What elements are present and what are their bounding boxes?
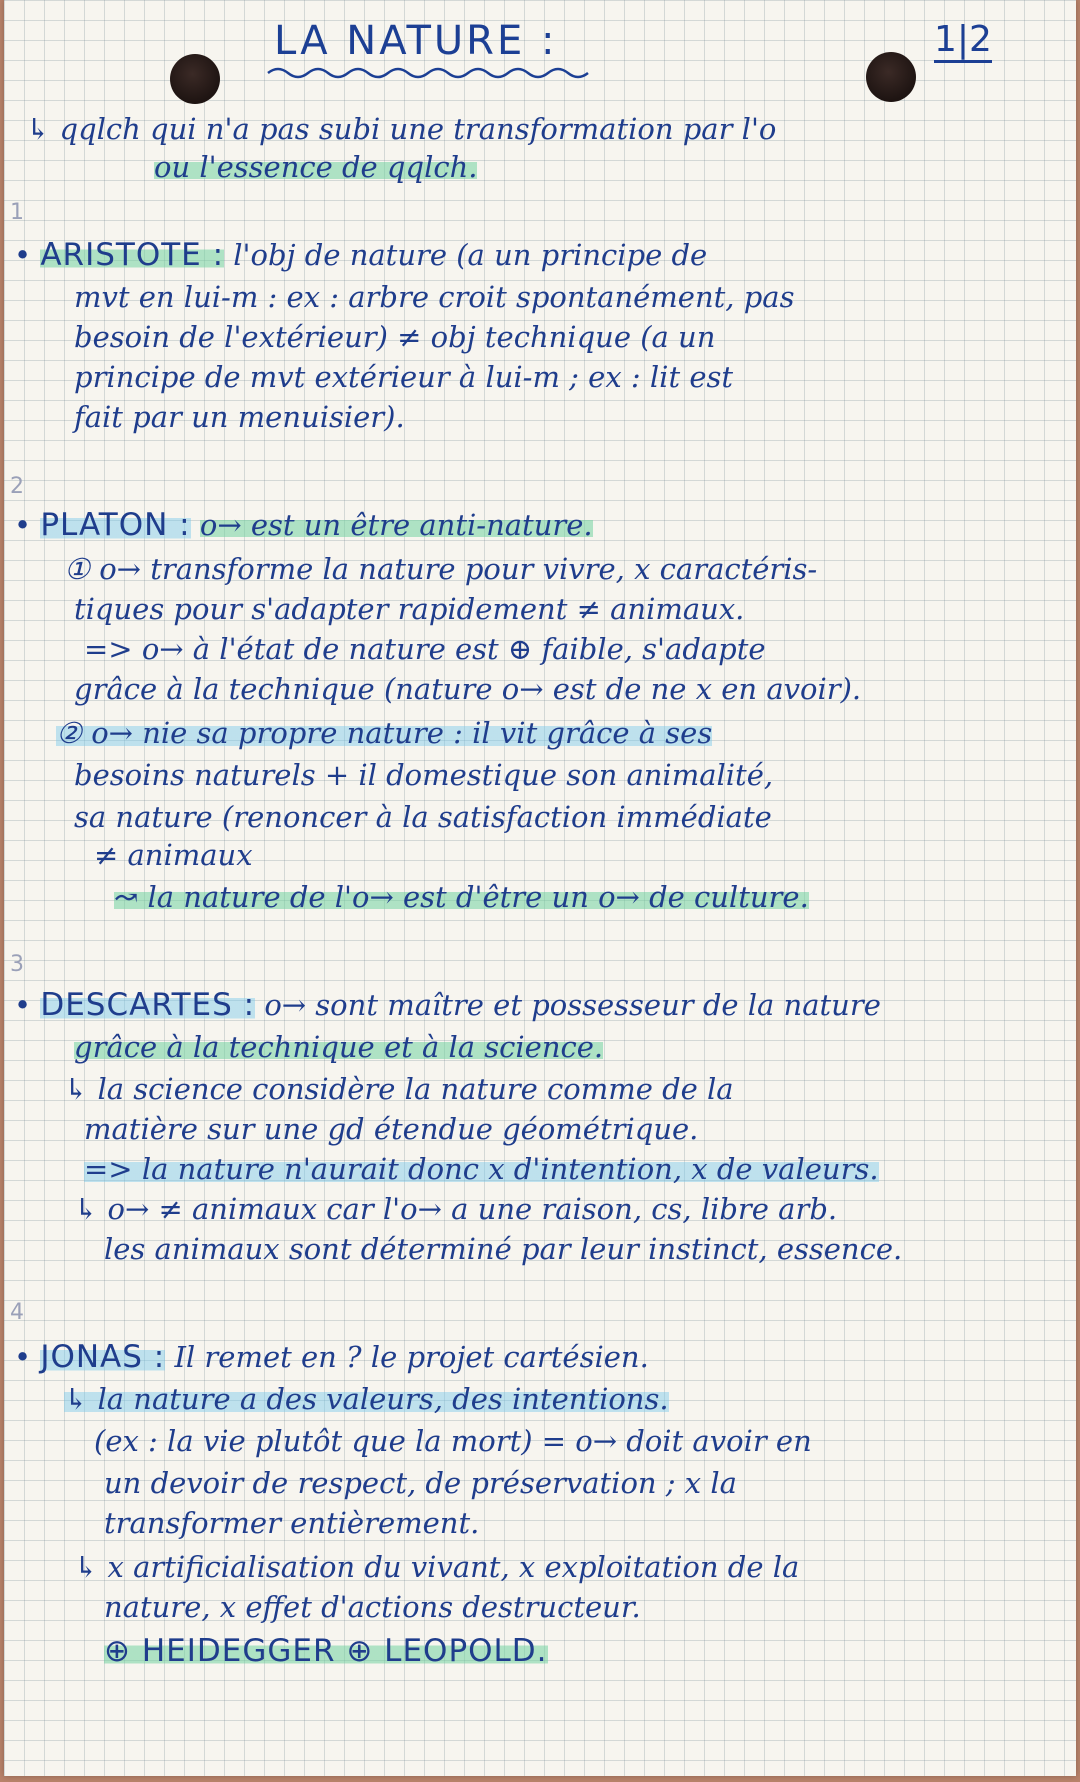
aristote-line: principe de mvt extérieur à lui-m ; ex : lit est <box>74 360 734 394</box>
platon-line: ① o→ transforme la nature pour vivre, x caractéris- <box>64 552 818 586</box>
margin-number: 1 <box>10 200 24 225</box>
descartes-line: => la nature n'aurait donc x d'intention, x de valeurs. <box>84 1152 879 1186</box>
page-number: 1|2 <box>934 20 992 63</box>
jonas-line: ↳ la nature a des valeurs, des intentions. <box>64 1382 669 1416</box>
descartes-line: ↳ o→ ≠ animaux car l'o→ a une raison, cs, libre arb. <box>74 1192 838 1226</box>
jonas-references: ⊕ HEIDEGGER ⊕ LEOPOLD. <box>104 1633 548 1669</box>
punch-hole-left <box>170 54 220 104</box>
platon-line: tiques pour s'adapter rapidement ≠ animaux. <box>74 592 745 626</box>
descartes-line: ↳ la science considère la nature comme de la <box>64 1072 734 1106</box>
platon-conclusion: ↝ la nature de l'o→ est d'être un o→ de culture. <box>114 880 809 914</box>
aristote-line: mvt en lui-m : ex : arbre croit spontanément, pas <box>74 280 795 314</box>
aristote-line: besoin de l'extérieur) ≠ obj technique (a un <box>74 320 716 354</box>
punch-hole-right <box>866 52 916 102</box>
jonas-line: ↳ x artificialisation du vivant, x exploitation de la <box>74 1550 800 1584</box>
platon-line: ≠ animaux <box>94 838 253 872</box>
platon-line: grâce à la technique (nature o→ est de ne x en avoir). <box>74 672 862 706</box>
descartes-line: grâce à la technique et à la science. <box>74 1030 604 1064</box>
jonas-line: nature, x effet d'actions destructeur. <box>104 1590 641 1624</box>
platon-line: ② o→ nie sa propre nature : il vit grâce à ses <box>56 716 713 750</box>
descartes-heading: • DESCARTES : o→ sont maître et possesseur de la nature <box>14 987 881 1023</box>
jonas-line: un devoir de respect, de préservation ; x la <box>104 1466 737 1500</box>
definition-line-1: ↳ qqlch qui n'a pas subi une transformation par l'o <box>26 112 777 146</box>
definition-line-2: ou l'essence de qqlch. <box>154 150 478 184</box>
platon-line: => o→ à l'état de nature est ⊕ faible, s'adapte <box>84 632 766 666</box>
platon-line: sa nature (renoncer à la satisfaction immédiate <box>74 800 772 834</box>
platon-heading: • PLATON : o→ est un être anti-nature. <box>14 507 593 543</box>
margin-number: 4 <box>10 1300 24 1325</box>
jonas-line: transformer entièrement. <box>104 1506 480 1540</box>
jonas-line: (ex : la vie plutôt que la mort) = o→ doit avoir en <box>94 1424 812 1458</box>
descartes-line: les animaux sont déterminé par leur instinct, essence. <box>104 1232 903 1266</box>
margin-number: 3 <box>10 952 24 977</box>
aristote-line: fait par un menuisier). <box>74 400 405 434</box>
title-underline-wave <box>266 64 596 82</box>
platon-line: besoins naturels + il domestique son animalité, <box>74 758 774 792</box>
jonas-heading: • JONAS : Il remet en ? le projet cartésien. <box>14 1339 649 1375</box>
descartes-line: matière sur une gd étendue géométrique. <box>84 1112 699 1146</box>
aristote-heading: • ARISTOTE : l'obj de nature (a un principe de <box>14 237 708 273</box>
margin-number: 2 <box>10 474 24 499</box>
note-card <box>4 0 1076 1776</box>
page-title: LA NATURE : <box>274 18 558 64</box>
